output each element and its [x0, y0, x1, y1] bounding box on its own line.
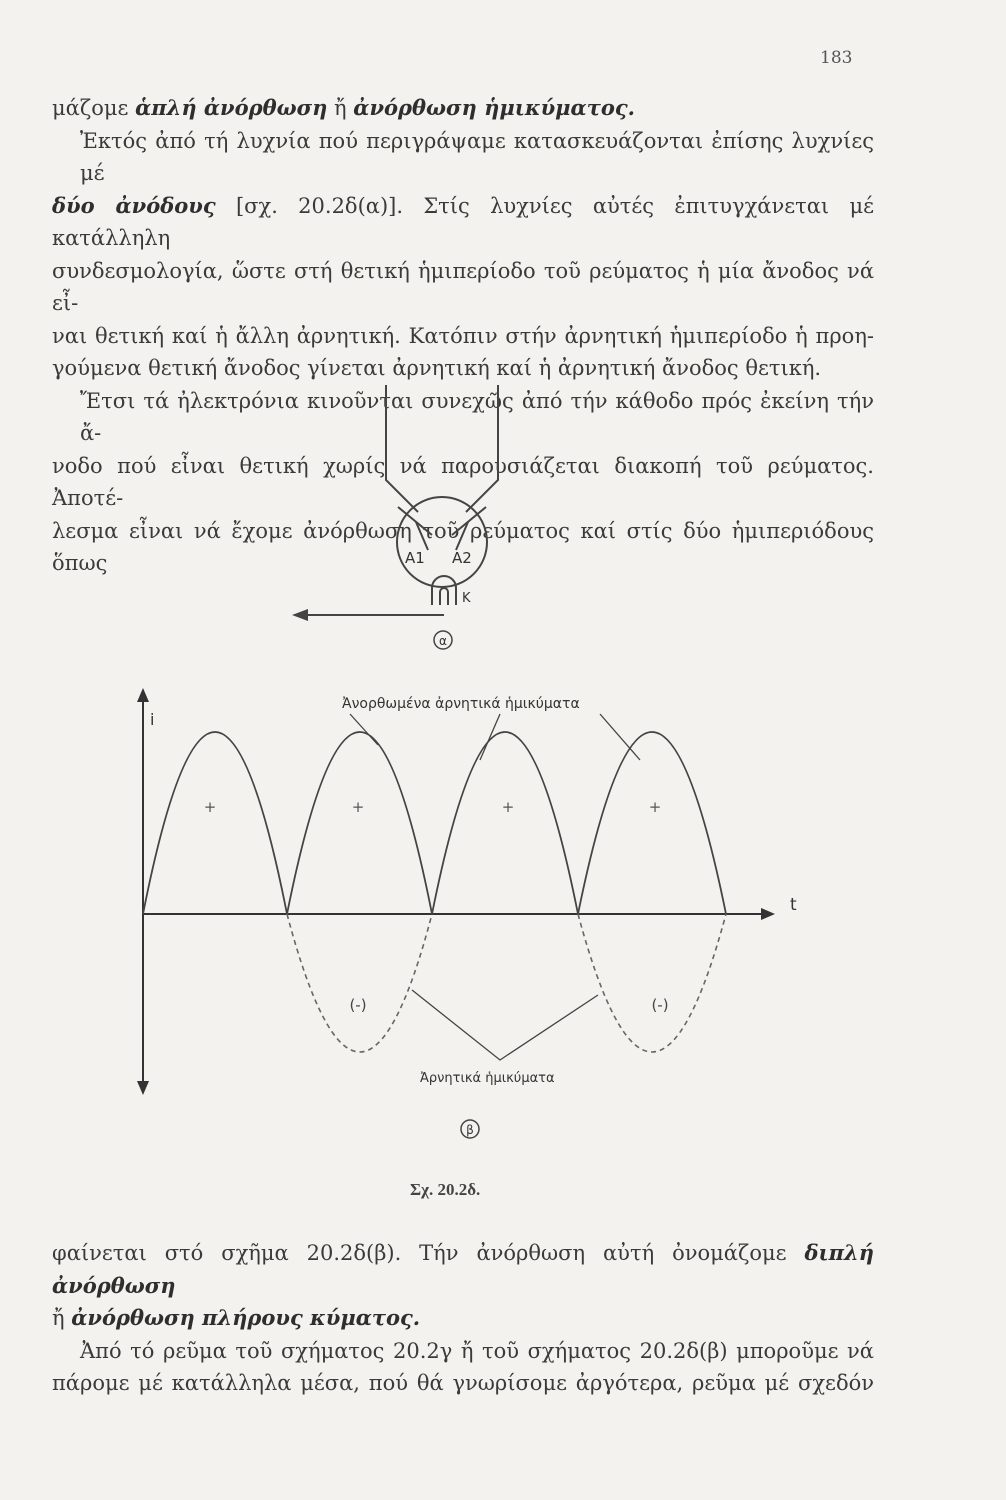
negative-waves-label: Ἀρνητικά ἡμικύματα	[420, 1071, 555, 1086]
negative-pointer	[412, 990, 598, 1060]
plus-sign-2: +	[351, 798, 365, 816]
plus-sign-4: +	[648, 798, 662, 816]
graph-axes	[143, 700, 765, 1085]
rectified-pointer-3	[600, 714, 640, 760]
subfigure-b-label: β	[466, 1123, 474, 1137]
text-line-1: μάζομε ἁπλή ἀνόρθωση ἤ ἀνόρθωση ἡμικύματος.	[52, 95, 635, 120]
text-line-10: φαίνεται στό σχῆμα 20.2δ(β). Τήν ἀνόρθωση αὐτή ὀνομάζομε διπλή ἀνόρθωση	[52, 1240, 874, 1298]
plus-sign-3: +	[501, 798, 515, 816]
text-line-9: λεσμα εἶναι νά ἔχομε ἀνόρθωση τοῦ ρεύματος καί στίς δύο ἡμιπεριόδους ὅπως	[52, 518, 874, 575]
y-axis-arrow-up	[137, 688, 149, 702]
cathode-label: K	[462, 591, 471, 606]
bottom-paragraphs	[52, 1237, 874, 1400]
text-line-5: ναι θετική καί ἡ ἄλλη ἀρνητική. Κατόπιν στήν ἀρνητική ἡμιπερίοδο ἡ προη-	[52, 323, 874, 348]
anode-2-lead	[466, 385, 498, 512]
cathode-heater	[432, 576, 456, 605]
subfigure-a-label: α	[439, 634, 447, 648]
text-line-12: Ἀπό τό ρεῦμα τοῦ σχήματος 20.2γ ἤ τοῦ σχήματος 20.2δ(β) μποροῦμε νά	[80, 1338, 874, 1363]
anode-1-lead	[386, 385, 418, 512]
negative-half-waves	[287, 914, 726, 1052]
x-axis-arrow	[761, 908, 775, 920]
text-line-4: συνδεσμολογία, ὥστε στή θετική ἡμιπερίοδο τοῦ ρεύματος ἡ μία ἄνοδος νά εἶ-	[52, 258, 874, 315]
anode-2-label: A2	[452, 549, 472, 567]
x-axis-label: t	[790, 895, 797, 915]
minus-sign-2: (-)	[651, 996, 669, 1014]
text-line-3: δύο ἀνόδους [σχ. 20.2δ(α)]. Στίς λυχνίες αὐτές ἐπιτυγχάνεται μέ κατάλληλη	[52, 192, 874, 250]
figure-caption: Σχ. 20.2δ.	[410, 1180, 481, 1199]
vacuum-tube-diagram	[300, 385, 498, 615]
text-line-8: νοδο πού εἶναι θετική χωρίς νά παρουσιάζεται διακοπή τοῦ ρεύματος. Ἀποτέ-	[52, 453, 874, 510]
rectified-waves-label: Ἀνορθωμένα ἀρνητικά ἡμικύματα	[342, 696, 580, 712]
text-line-7: Ἔτσι τά ἠλεκτρόνια κινοῦνται συνεχῶς ἀπό τήν κάθοδο πρός ἐκείνη τήν ἄ-	[80, 388, 874, 445]
rectified-pointer-1	[350, 714, 378, 745]
text-line-11: ἤ ἀνόρθωση πλήρους κύματος.	[52, 1305, 421, 1330]
rectified-pointer-2	[480, 714, 500, 760]
cathode-inner	[440, 588, 448, 605]
y-axis-arrow-down	[137, 1081, 149, 1095]
text-line-2: Ἐκτός ἀπό τή λυχνία πού περιγράψαμε κατασκευάζονται ἐπίσης λυχνίες μέ	[80, 128, 874, 185]
page-number: 183	[820, 48, 853, 68]
current-arrow	[292, 609, 308, 621]
tube-envelope	[397, 497, 487, 587]
plus-sign-1: +	[203, 798, 217, 816]
anode-1-label: A1	[405, 549, 425, 567]
y-axis-label: i	[150, 710, 155, 729]
text-line-13: πάρομε μέ κατάλληλα μέσα, πού θά γνωρίσομε ἀργότερα, ρεῦμα μέ σχεδόν	[52, 1371, 874, 1395]
text-line-6: γούμενα θετική ἄνοδος γίνεται ἀρνητική καί ἡ ἀρνητική ἄνοδος θετική.	[52, 356, 822, 380]
minus-sign-1: (-)	[349, 996, 367, 1014]
